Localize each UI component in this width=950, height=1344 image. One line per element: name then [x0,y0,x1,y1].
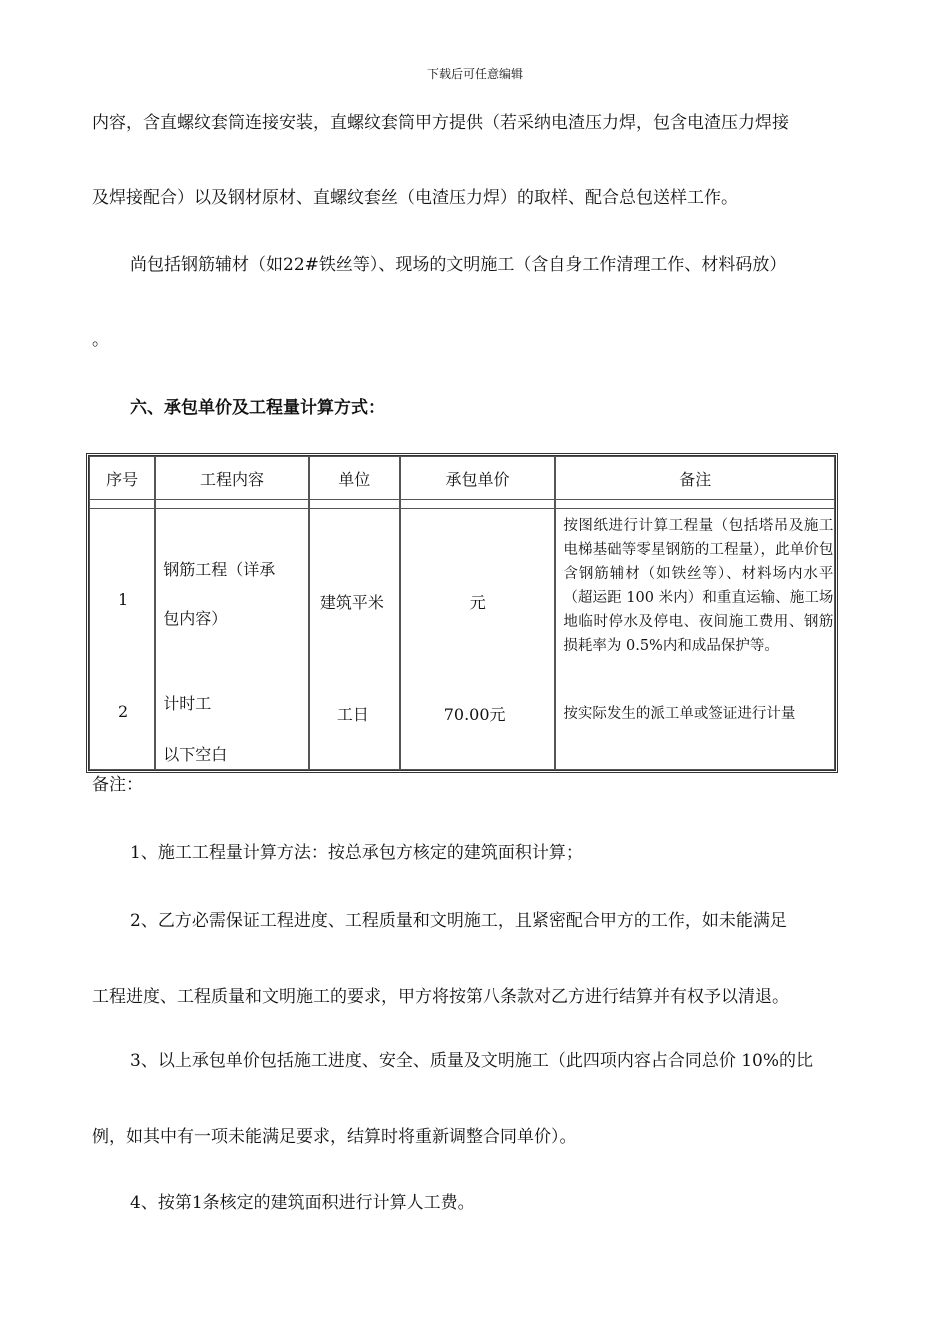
column-header: 承包单价 [400,456,556,500]
note-item: 2、乙方必需保证工程进度、工程质量和文明施工，且紧密配合甲方的工作，如未能满足 [130,911,787,931]
page-header: 下载后可任意编辑 [426,67,523,81]
row-number: 2 [118,702,129,721]
note-item: 1、施工工程量计算方法：按总承包方核定的建筑面积计算； [130,843,583,863]
price-table [86,453,838,773]
row-number-cell [89,508,155,770]
table-row [89,508,835,770]
note-item: 例，如其中有一项未能满足要求，结算时将重新调整合同单价）。 [92,1127,577,1147]
paragraph-line: 内容，含直螺纹套筒连接安装，直螺纹套筒甲方提供（若采纳电渣压力焊，包含电渣压力焊接 [92,113,789,133]
column-header: 单位 [309,456,400,500]
content-text: 以下空白 [163,745,228,764]
column-header: 备注 [555,456,835,500]
content-cell [155,508,309,770]
content-text: 计时工 [163,694,212,713]
remark-text: 按图纸进行计算工程量（包括塔吊及施工电梯基础等零星钢筋的工程量），此单价包含钢筋辅材（如铁丝等）、材料场内水平（超运距 100 米内）和重直运输、施工场地临时停水及停电、夜间施工费用、钢筋损耗率为 0.5%内和成品保护等。 [563,518,834,654]
column-header: 工程内容 [155,456,309,500]
price-text: 元 [469,593,486,612]
section-heading: 六、承包单价及工程量计算方式： [130,398,385,418]
unit-text: 建筑平米 [319,593,384,612]
table-spacer-row [89,500,835,508]
column-header: 序号 [89,456,155,500]
unit-text: 工日 [336,705,369,724]
content-text: 钢筋工程（详承 [163,560,276,579]
note-item: 工程进度、工程质量和文明施工的要求，甲方将按第八条款对乙方进行结算并有权予以清退。 [92,987,789,1007]
note-item: 4、按第1条核定的建筑面积进行计算人工费。 [130,1193,475,1213]
paragraph-line: 。 [92,330,109,350]
content-text: 包内容） [163,609,228,628]
remark-cell [555,508,835,770]
paragraph-line: 及焊接配合）以及钢材原材、直螺纹套丝（电渣压力焊）的取样、配合总包送样工作。 [92,188,738,208]
notes-label: 备注： [92,775,143,795]
unit-cell [309,508,400,770]
table-header-row [89,456,835,500]
note-item: 3、以上承包单价包括施工进度、安全、质量及文明施工（此四项内容占合同总价 10%的比 [130,1051,814,1071]
price-text: 70.00元 [443,705,506,724]
paragraph-line: 尚包括钢筋辅材（如22#铁丝等）、现场的文明施工（含自身工作清理工作、材料码放） [130,255,787,275]
row-number: 1 [118,590,129,609]
price-cell [400,508,556,770]
remark-text: 按实际发生的派工单或签证进行计量 [563,706,796,722]
